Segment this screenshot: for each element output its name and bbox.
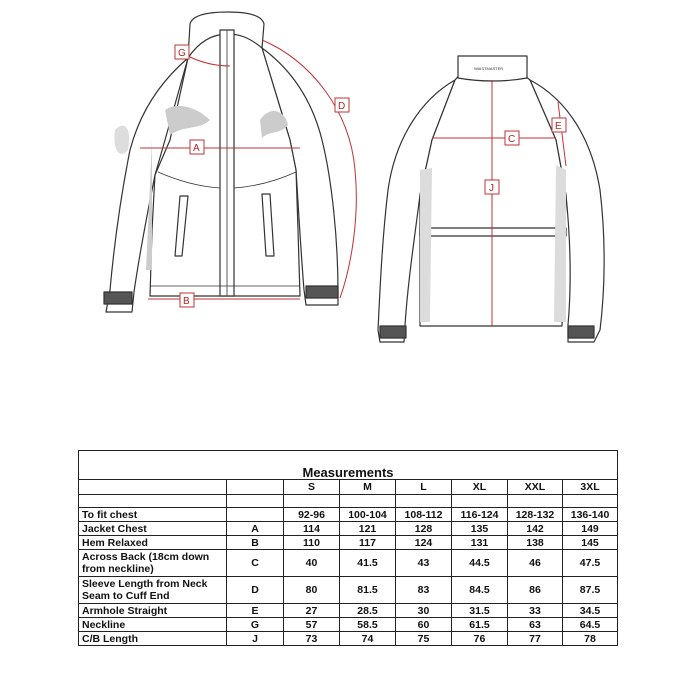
cell: 76	[452, 632, 508, 646]
callout-c: C	[508, 134, 516, 145]
cell: 142	[508, 522, 563, 536]
cell: 78	[563, 632, 618, 646]
cell: 46	[508, 550, 563, 577]
callout-d: D	[338, 101, 346, 112]
row-label: Armhole Straight	[79, 604, 227, 618]
jacket-back-view	[378, 56, 604, 342]
cell: 92-96	[284, 508, 340, 522]
cell: 80	[284, 577, 340, 604]
cell: 30	[396, 604, 452, 618]
size-header: M	[340, 480, 396, 495]
cell: 145	[563, 536, 618, 550]
row-code: B	[227, 536, 284, 550]
table-row	[79, 577, 618, 604]
spacer-row	[79, 495, 618, 508]
cell: 108-112	[396, 508, 452, 522]
cell: 116-124	[452, 508, 508, 522]
cell: 86	[508, 577, 563, 604]
back-right-cuff	[568, 326, 594, 338]
size-header: 3XL	[563, 480, 618, 495]
row-label: Sleeve Length from Neck Seam to Cuff End	[79, 577, 227, 604]
size-chart-table	[78, 450, 618, 646]
cell: 34.5	[563, 604, 618, 618]
back-left-cuff	[380, 326, 406, 338]
table-title-row	[79, 451, 618, 480]
cell: 131	[452, 536, 508, 550]
cell: 81.5	[340, 577, 396, 604]
table-row	[79, 522, 618, 536]
row-code: J	[227, 632, 284, 646]
cell: 84.5	[452, 577, 508, 604]
cell: 64.5	[563, 618, 618, 632]
size-header-row	[79, 480, 618, 495]
row-code: D	[227, 577, 284, 604]
cell: 61.5	[452, 618, 508, 632]
row-label: To fit chest	[79, 508, 227, 522]
cell: 136-140	[563, 508, 618, 522]
callout-a: A	[193, 143, 200, 154]
front-right-cuff	[306, 286, 338, 298]
cell: 73	[284, 632, 340, 646]
size-header: S	[284, 480, 340, 495]
table-row	[79, 536, 618, 550]
row-code: A	[227, 522, 284, 536]
table-row	[79, 604, 618, 618]
callout-b: B	[183, 296, 190, 307]
cell: 135	[452, 522, 508, 536]
cell: 28.5	[340, 604, 396, 618]
row-code: E	[227, 604, 284, 618]
cell: 87.5	[563, 577, 618, 604]
callout-g: G	[178, 48, 186, 59]
table-row	[79, 508, 618, 522]
cell: 77	[508, 632, 563, 646]
cell: 128	[396, 522, 452, 536]
cell: 63	[508, 618, 563, 632]
cell: 110	[284, 536, 340, 550]
cell: 33	[508, 604, 563, 618]
callout-e: E	[555, 121, 562, 132]
front-left-cuff	[104, 292, 132, 304]
cell: 74	[340, 632, 396, 646]
row-code: G	[227, 618, 284, 632]
table-title: Measurements	[79, 451, 618, 480]
cell: 60	[396, 618, 452, 632]
cell: 31.5	[452, 604, 508, 618]
table-row	[79, 632, 618, 646]
cell: 100-104	[340, 508, 396, 522]
collar-brand-label: WAISTMASTER	[474, 66, 504, 71]
cell: 114	[284, 522, 340, 536]
cell: 57	[284, 618, 340, 632]
row-label: Hem Relaxed	[79, 536, 227, 550]
callout-j: J	[489, 183, 494, 194]
size-header: L	[396, 480, 452, 495]
size-header: XL	[452, 480, 508, 495]
cell: 47.5	[563, 550, 618, 577]
row-code	[227, 508, 284, 522]
cell: 121	[340, 522, 396, 536]
cell: 41.5	[340, 550, 396, 577]
jacket-front-view	[104, 12, 338, 312]
cell: 40	[284, 550, 340, 577]
cell: 149	[563, 522, 618, 536]
row-label: Across Back (18cm down from neckline)	[79, 550, 227, 577]
table-row	[79, 550, 618, 577]
back-hem-band	[420, 228, 566, 236]
row-label: C/B Length	[79, 632, 227, 646]
cell: 43	[396, 550, 452, 577]
cell: 27	[284, 604, 340, 618]
cell: 128-132	[508, 508, 563, 522]
cell: 124	[396, 536, 452, 550]
cell: 83	[396, 577, 452, 604]
cell: 117	[340, 536, 396, 550]
cell: 44.5	[452, 550, 508, 577]
row-label: Neckline	[79, 618, 227, 632]
row-code: C	[227, 550, 284, 577]
cell: 75	[396, 632, 452, 646]
cell: 58.5	[340, 618, 396, 632]
cell: 138	[508, 536, 563, 550]
size-header: XXL	[508, 480, 563, 495]
row-label: Jacket Chest	[79, 522, 227, 536]
table-row	[79, 618, 618, 632]
